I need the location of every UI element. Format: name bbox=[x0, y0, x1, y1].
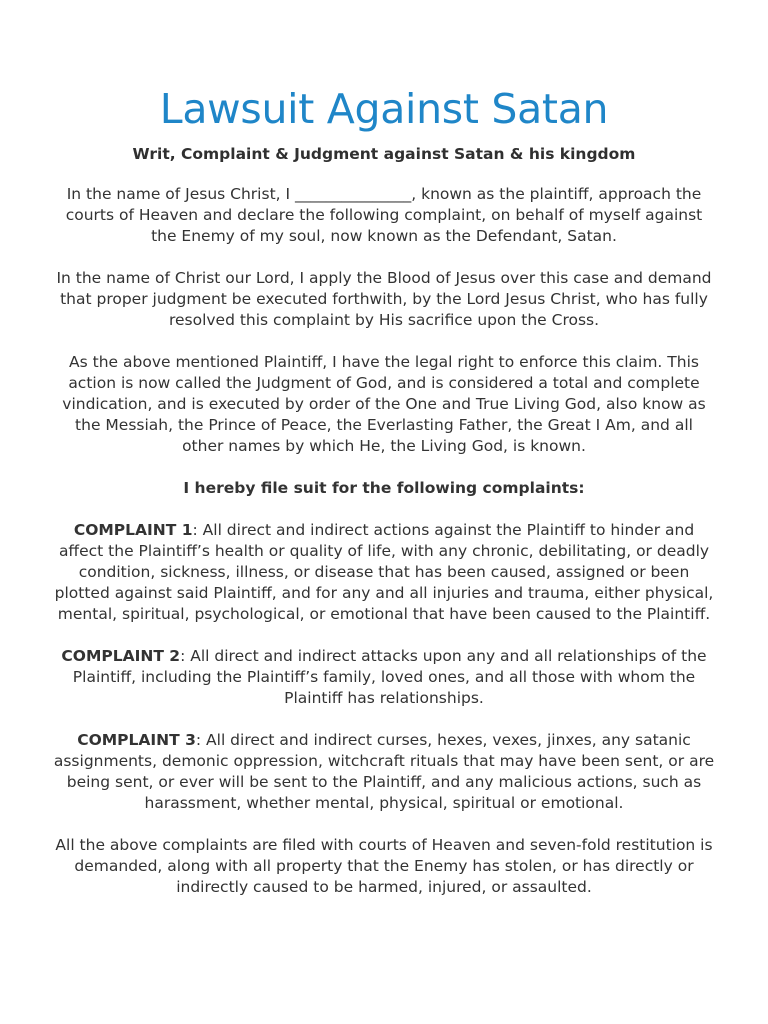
intro-paragraph-2: In the name of Christ our Lord, I apply the Blood of Jesus over this case and demand that proper judgment be executed forthwith, by the Lord Jesus Christ, who has fully resolved this complaint by His sacrifice upon the Cross. bbox=[56, 269, 712, 329]
intro-paragraph-3: As the above mentioned Plaintiff, I have the legal right to enforce this claim. This action is now called the Judgment of God, and is considered a total and complete vindication, and is executed by order of the One and True Living God, also know as the Messiah, the Prince of Peace, the Everlasting Father, the Great I Am, and all other names by which He, the Living God, is known. bbox=[62, 353, 706, 455]
complaints-heading: I hereby file suit for the following complaints: bbox=[183, 479, 585, 497]
intro-paragraph-1: In the name of Jesus Christ, I _______________, known as the plaintiff, approach the courts of Heaven and declare the following complaint, on behalf of myself against the Enemy of my soul, now known as the Defendant, Satan. bbox=[65, 185, 703, 245]
complaint-1 bbox=[52, 520, 716, 625]
complaint-1-text: : All direct and indirect actions against the Plaintiff to hinder and affect the Plaintiff’s health or quality of life, with any chronic, debilitating, or deadly condition, sickness, illness, or disease that has been caused, assigned or been plotted against said Plaintiff, and for any and all injuries and trauma, either physical, mental, spiritual, psychological, or emotional that have been caused to the Plaintiff. bbox=[54, 521, 714, 623]
complaint-1-label: COMPLAINT 1 bbox=[73, 521, 193, 539]
document-subtitle: Writ, Complaint & Judgment against Satan & his kingdom bbox=[132, 145, 636, 163]
complaint-3-label: COMPLAINT 3 bbox=[77, 731, 196, 749]
complaint-2-text: : All direct and indirect attacks upon any and all relationships of the Plaintiff, including the Plaintiff’s family, loved ones, and all those with whom the Plaintiff has relationships. bbox=[72, 647, 707, 707]
complaint-2 bbox=[52, 646, 716, 709]
complaint-3 bbox=[52, 730, 716, 814]
complaint-3-text: : All direct and indirect curses, hexes, vexes, jinxes, any satanic assignments, demonic oppression, witchcraft rituals that may have been sent, or are being sent, or ever will be sent to the Plaintiff, and any malicious actions, such as harassment, whether mental, physical, spiritual or emotional. bbox=[53, 731, 715, 812]
complaint-2-label: COMPLAINT 2 bbox=[61, 647, 181, 665]
document-title: Lawsuit Against Satan bbox=[159, 85, 609, 133]
closing-paragraph: All the above complaints are filed with courts of Heaven and seven-fold restitution is demanded, along with all property that the Enemy has stolen, or has directly or indirectly caused to be harmed, injured, or assaulted. bbox=[55, 836, 713, 896]
